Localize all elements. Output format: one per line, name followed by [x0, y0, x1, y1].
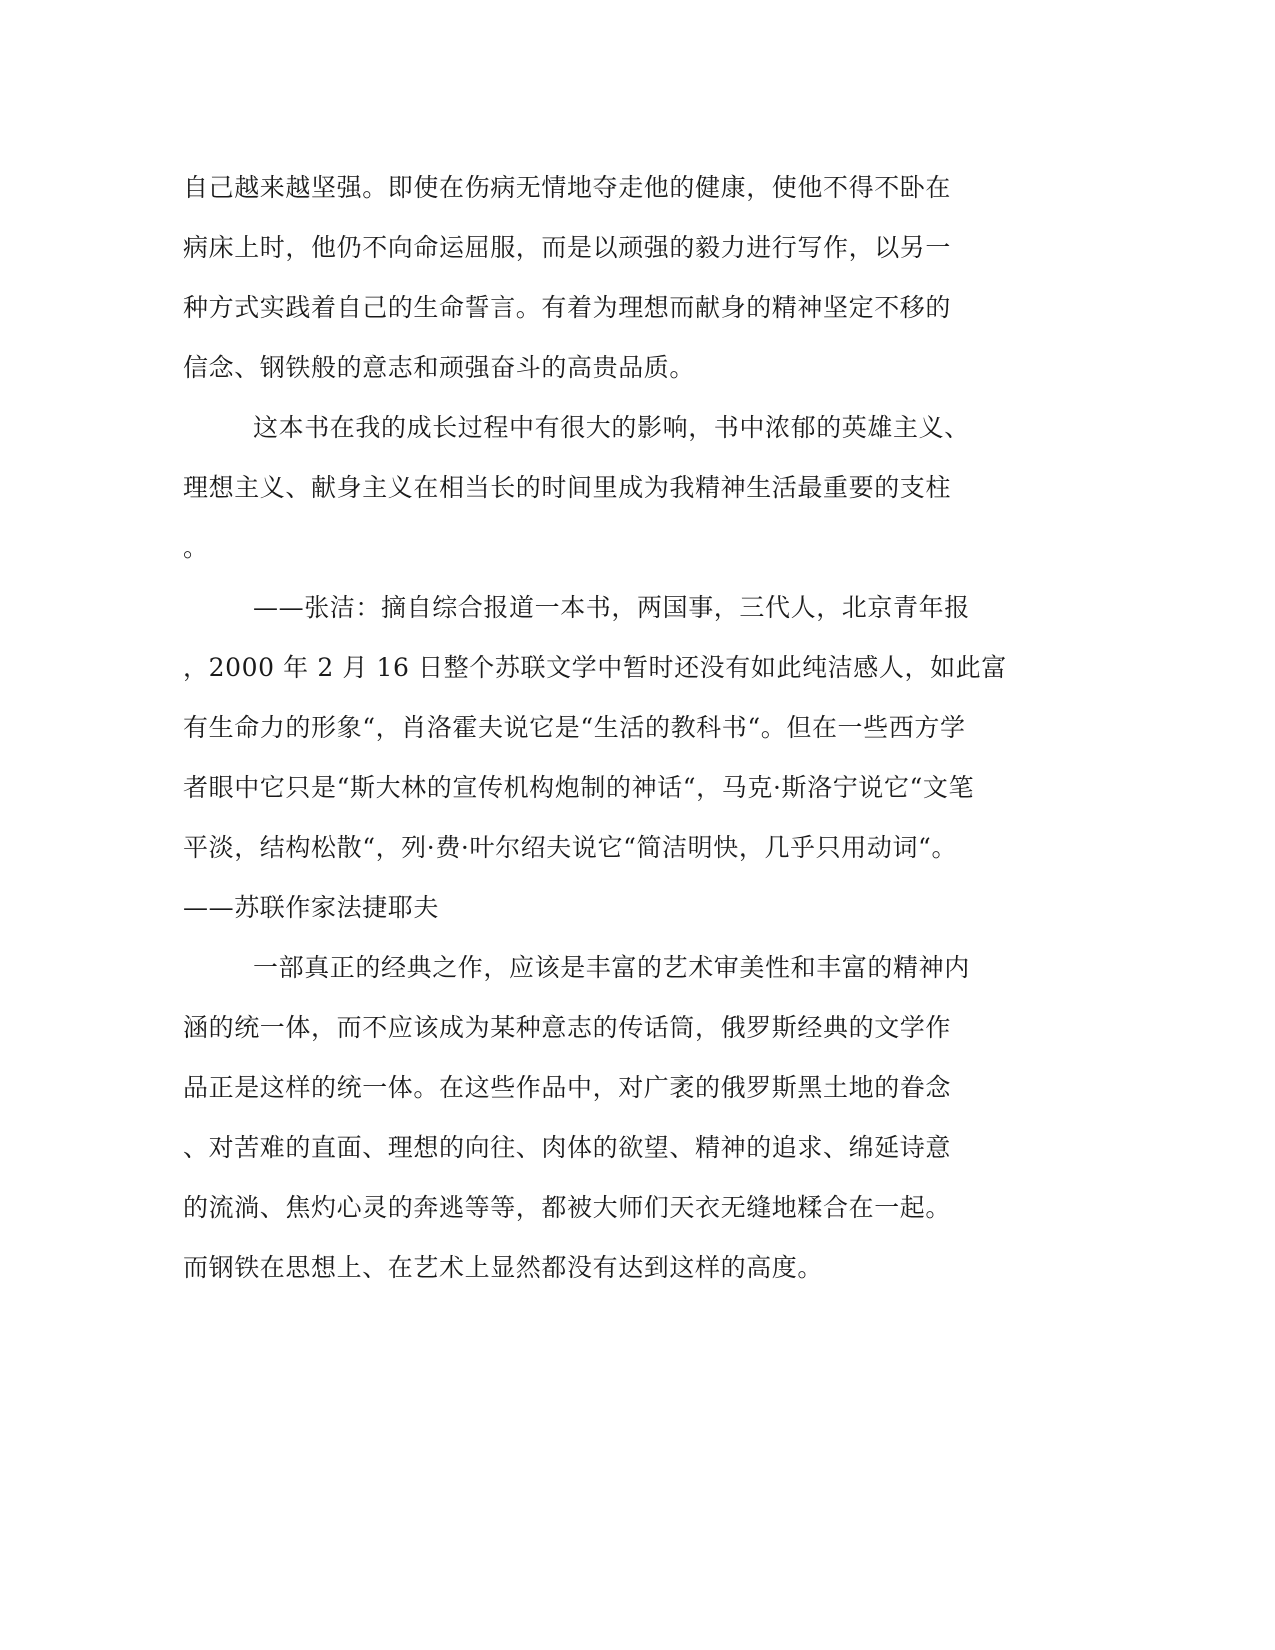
text-line: 一部真正的经典之作，应该是丰富的艺术审美性和丰富的精神内	[253, 953, 970, 982]
paragraph-3-quotation	[183, 578, 1033, 938]
text-line: 理想主义、献身主义在相当长的时间里成为我精神生活最重要的支柱	[183, 473, 952, 502]
text-line: 而钢铁在思想上、在艺术上显然都没有达到这样的高度。	[183, 1253, 824, 1282]
text-line: 的流淌、焦灼心灵的奔逃等等，都被大师们天衣无缝地糅合在一起。	[183, 1193, 952, 1222]
paragraph-1	[183, 158, 1033, 398]
text-line: 、对苦难的直面、理想的向往、肉体的欲望、精神的追求、绵延诗意	[183, 1133, 952, 1162]
text-line: 这本书在我的成长过程中有很大的影响，书中浓郁的英雄主义、	[253, 413, 970, 442]
paragraph-4	[183, 938, 1033, 1298]
text-line: 自己越来越坚强。即使在伤病无情地夺走他的健康，使他不得不卧在	[183, 173, 952, 202]
text-line: 信念、钢铁般的意志和顽强奋斗的高贵品质。	[183, 353, 696, 382]
paragraph-2	[183, 398, 1033, 578]
text-line: ——张洁：摘自综合报道一本书，两国事，三代人，北京青年报	[253, 593, 970, 622]
text-line: 。	[183, 533, 209, 562]
text-line: 有生命力的形象“，肖洛霍夫说它是“生活的教科书“。但在一些西方学	[183, 713, 966, 742]
text-line: 涵的统一体，而不应该成为某种意志的传话筒，俄罗斯经典的文学作	[183, 1013, 952, 1042]
text-line: 病床上时，他仍不向命运屈服，而是以顽强的毅力进行写作，以另一	[183, 233, 952, 262]
text-line: 品正是这样的统一体。在这些作品中，对广袤的俄罗斯黑土地的眷念	[183, 1073, 952, 1102]
body-text	[183, 158, 1033, 1298]
text-line: ，2000 年 2 月 16 日整个苏联文学中暂时还没有如此纯洁感人，如此富	[183, 653, 1007, 682]
text-line: 种方式实践着自己的生命誓言。有着为理想而献身的精神坚定不移的	[183, 293, 952, 322]
text-line: 平淡，结构松散“，列·费·叶尔绍夫说它“简洁明快，几乎只用动词“。	[183, 833, 958, 862]
attribution-line: ——苏联作家法捷耶夫	[183, 893, 440, 922]
text-line: 者眼中它只是“斯大林的宣传机构炮制的神话“，马克·斯洛宁说它“文笔	[183, 773, 975, 802]
